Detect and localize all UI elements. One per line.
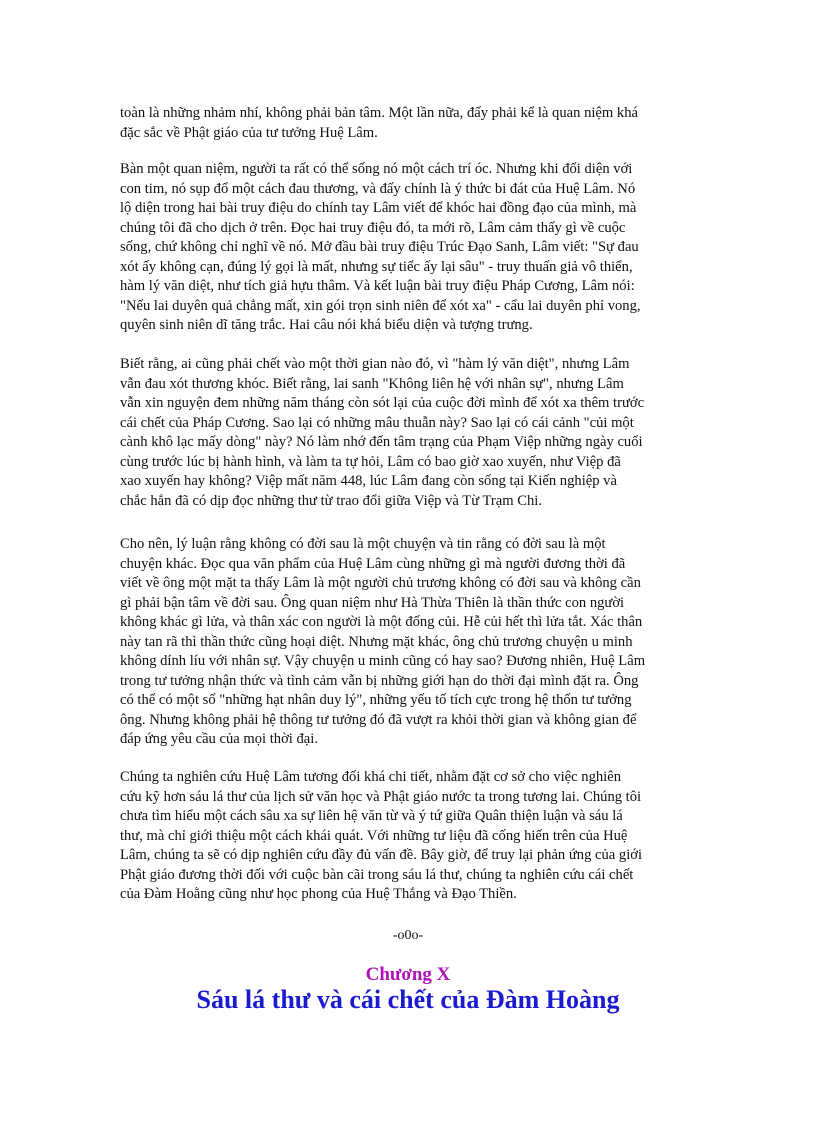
text-line: Chúng ta nghiên cứu Huệ Lâm tương đối khá chi tiết, nhằm đặt cơ sở cho việc nghiên: [120, 769, 621, 785]
text-line: cành khô lạc mấy dòng" này? Nó làm nhớ đến tâm trạng của Phạm Việp những ngày cuối: [120, 434, 643, 450]
text-line: Lâm, chúng ta sẽ có dịp nghiên cứu đầy đủ vấn đề. Bây giờ, để truy lại phản ứng của giới: [120, 847, 643, 863]
text-line: gì phải bận tâm về đời sau. Ông quan niệm như Hà Thừa Thiên là thần thức con người: [120, 594, 625, 611]
text-line: đặc sắc về Phật giáo của tư tưởng Huệ Lâm.: [120, 124, 378, 141]
text-line: lộ diện trong hai bài truy điệu do chính tay Lâm viết để khóc hai đồng đạo của mình, mà: [120, 200, 637, 216]
text-line: quyên sinh niên dĩ tăng trắc. Hai câu nói khá biểu diện và tượng trưng.: [120, 317, 533, 333]
text-line: không dính líu với nhân sự. Vậy chuyện u minh cũng có hay sao? Đương nhiên, Huệ Lâm: [120, 653, 646, 669]
text-line: Bàn một quan niệm, người ta rất có thể sống nó một cách trí óc. Nhưng khi đối diện với: [120, 161, 633, 177]
text-line: của Đàm Hoằng cũng như học phong của Huệ Thắng và Đạo Thiền.: [120, 886, 517, 902]
paragraph: [120, 104, 720, 143]
paragraph: [120, 160, 720, 336]
text-line: chúng tôi đã cho dịch ở trên. Đọc hai truy điệu đó, ta mới rõ, Lâm cảm thấy gì về cuộc: [120, 219, 626, 236]
text-line: xót ấy không cạn, đúng lý gọi là mất, nhưng sự tiếc ấy lại sâu" - truy thuấn giả vô thiển,: [120, 258, 633, 275]
text-line: chuyện khác. Đọc qua văn phẩm của Huệ Lâm cùng những gì mà người đương thời đã: [120, 555, 626, 572]
text-line: thư, mà chỉ giới thiệu một cách khái quát. Với những tư liệu đã cống hiến trên của Huệ: [120, 827, 628, 844]
text-line: cùng trước lúc bị hành hình, và làm ta tự hỏi, Lâm có bao giờ xao xuyến, như Việp đã: [120, 453, 621, 470]
text-line: con tim, nó sụp đổ một cách đau thương, và đấy chính là ý thức bi đát của Huệ Lâm. Nó: [120, 180, 636, 197]
chapter-label: Chương X: [365, 964, 451, 985]
text-line: cứu kỹ hơn sáu lá thư của lịch sử văn học và Phật giáo nước ta trong tương lai. Chúng tôi: [120, 788, 642, 805]
paragraph: [120, 355, 720, 511]
text-line: hàm lý văn diệt, như tích giả hựu thâm. Và kết luận bài truy điệu Pháp Cương, Lâm nói:: [120, 278, 635, 294]
paragraph: [120, 768, 720, 905]
text-line: không khác gì lửa, và thân xác con người là một đống củi. Hễ củi hết thì lửa tắt. Xác thân: [120, 614, 643, 630]
text-line: cái chết của Pháp Cương. Sao lại có những mâu thuẫn này? Sao lại có cái cảnh "củi một: [120, 414, 634, 431]
text-line: vẫn xin nguyện đem những năm tháng còn sót lại của cuộc đời mình để xót xa thêm trước: [120, 395, 645, 411]
section-separator: -o0o-: [392, 928, 424, 943]
text-line: này tan rã thì thần thức cũng hoại diệt. Nhưng mặt khác, ông chủ trương chuyện u minh: [120, 633, 633, 650]
text-line: viết về ông một mặt ta thấy Lâm là một người chủ trương không có đời sau và không cần: [120, 575, 641, 591]
text-line: xao xuyến hay không? Việp mất năm 448, lúc Lâm đang còn sống tại Kiến nghiệp và: [120, 473, 617, 489]
text-line: chắc hẳn đã có dịp đọc những thư từ trao đổi giữa Việp và Từ Trạm Chi.: [120, 492, 542, 509]
text-line: Phật giáo đương thời đối với cuộc bàn cãi trong sáu lá thư, chúng ta nghiên cứu cái chết: [120, 866, 634, 883]
text-line: trong tư tưởng nhận thức và tình cảm vẫn bị những giới hạn do thời đại mình đặt ra. Ông: [120, 672, 639, 689]
text-line: Cho nên, lý luận rằng không có đời sau là một chuyện và tin rằng có đời sau là một: [120, 536, 606, 552]
paragraph: [120, 535, 720, 750]
text-line: ông. Nhưng không phải hệ thông tư tưởng đó đã vượt ra khỏi thời gian và không gian để: [120, 711, 637, 728]
text-line: có thể có một số "những hạt nhân duy lý", những yếu tố tích cực trong hệ thốn tư tưởng: [120, 692, 632, 708]
text-line: vẫn đau xót thương khóc. Biết rằng, lai sanh "Không liên hệ với nhân sự", nhưng Lâm: [120, 375, 624, 392]
text-line: toàn là những nhảm nhí, không phải bản tâm. Một lần nữa, đấy phải kể là quan niệm khá: [120, 105, 638, 121]
text-line: "Nếu lai duyên quả chẳng mất, xin gói trọn sinh niên để xót xa" - cẩu lai duyên phỉ vong,: [120, 297, 641, 314]
chapter-title: Sáu lá thư và cái chết của Đàm Hoàng: [196, 985, 620, 1014]
text-line: Biết rằng, ai cũng phải chết vào một thời gian nào đó, vì "hàm lý văn diệt", nhưng Lâm: [120, 356, 630, 372]
text-line: sống, chứ không chỉ nghĩ về nó. Mở đầu bài truy điệu Trúc Đạo Sanh, Lâm viết: "Sự đau: [120, 239, 639, 255]
text-line: chưa tìm hiểu một cách sâu xa sự liên hệ văn từ và ý tứ giữa Quân thiện luận và sáu lá: [120, 808, 623, 824]
text-line: đáp ứng yêu cầu của mọi thời đại.: [120, 731, 318, 747]
